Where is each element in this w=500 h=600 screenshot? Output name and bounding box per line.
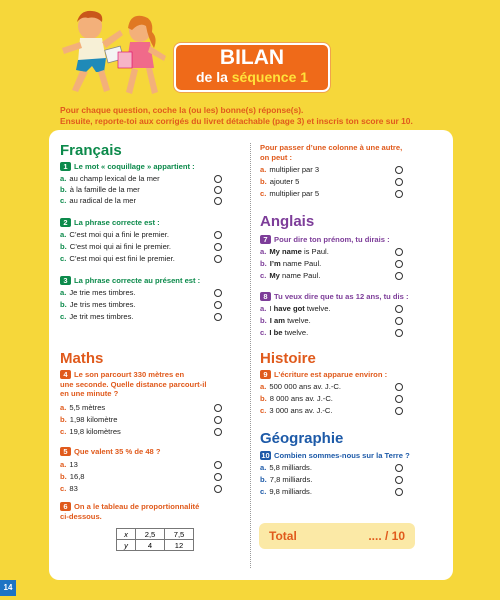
question-8-number: 8 (260, 292, 271, 301)
q4-checkbox-b[interactable] (214, 416, 222, 424)
q5-checkbox-b[interactable] (214, 473, 222, 481)
question-3-number: 3 (60, 276, 71, 285)
q2-checkbox-a[interactable] (214, 231, 222, 239)
question-9-number: 9 (260, 370, 271, 379)
running-kids-illustration (60, 8, 170, 100)
question-3 (60, 276, 200, 286)
column-divider (250, 143, 251, 568)
question-2-number: 2 (60, 218, 71, 227)
option-text: 5,5 mètres (69, 403, 106, 412)
heading-histoire: Histoire (260, 350, 316, 367)
option-letter: c. (60, 312, 67, 321)
question-6-number: 6 (60, 502, 71, 511)
q8-option-a (260, 304, 331, 313)
question-1-number: 1 (60, 162, 71, 171)
q2-option-a (60, 230, 169, 239)
question-7-number: 7 (260, 235, 271, 244)
question-5 (60, 447, 161, 457)
instruction-line2: Ensuite, reporte-toi aux corrigés du livret détachable (page 3) et inscris ton score sur 10. (60, 116, 413, 126)
option-text: is Paul. (301, 247, 329, 256)
question-10 (260, 451, 410, 461)
q10-option-a (260, 463, 312, 472)
option-text: 13 (69, 460, 78, 469)
question-10-number: 10 (261, 451, 270, 460)
q8-option-c (260, 328, 308, 337)
option-text: 5,8 milliards. (269, 463, 312, 472)
option-text: au radical de la mer (69, 196, 137, 205)
option-letter: b. (260, 259, 267, 268)
table-row (117, 540, 194, 551)
option-letter: b. (60, 415, 67, 424)
table-cell: y (117, 540, 136, 551)
q6-option-a (260, 165, 319, 174)
option-text: 83 (69, 484, 78, 493)
option-letter: c. (260, 328, 267, 337)
question-3-text: La phrase correcte au présent est : (74, 276, 201, 285)
q10-checkbox-b[interactable] (395, 476, 403, 484)
option-text: 7,8 milliards. (269, 475, 313, 484)
total-score-field[interactable]: .... / 10 (368, 529, 405, 543)
table-cell: x (117, 529, 136, 540)
q10-option-c (260, 487, 312, 496)
option-letter: a. (60, 174, 67, 183)
q6-checkbox-c[interactable] (395, 190, 403, 198)
option-letter: c. (60, 196, 67, 205)
option-letter: b. (260, 177, 267, 186)
q3-option-c (60, 312, 133, 321)
q3-checkbox-c[interactable] (214, 313, 222, 321)
q2-option-b (60, 242, 171, 251)
title-line2 (176, 69, 328, 85)
q7-option-b (260, 259, 321, 268)
option-letter: b. (60, 185, 67, 194)
q3-option-b (60, 300, 136, 309)
option-letter: c. (60, 427, 67, 436)
option-bold: I be (269, 328, 283, 337)
q2-checkbox-b[interactable] (214, 243, 222, 251)
option-letter: a. (60, 460, 67, 469)
question-8 (260, 292, 408, 302)
question-6 (60, 502, 242, 521)
page-number: 14 (0, 580, 16, 596)
option-letter: b. (60, 472, 67, 481)
q1-checkbox-a[interactable] (214, 175, 222, 183)
q2-option-c (60, 254, 175, 263)
q3-checkbox-a[interactable] (214, 289, 222, 297)
q6-option-b (260, 177, 299, 186)
option-text: 8 000 ans av. J.-C. (269, 394, 333, 403)
question-6-continued (260, 143, 446, 162)
q7-checkbox-b[interactable] (395, 260, 403, 268)
q4-option-b (60, 415, 117, 424)
question-9-text: L’écriture est apparue environ : (274, 370, 388, 379)
option-text: twelve. (304, 304, 331, 313)
q5-option-b (60, 472, 85, 481)
q3-checkbox-b[interactable] (214, 301, 222, 309)
title-highlight: séquence 1 (231, 69, 309, 85)
q9-option-a (260, 382, 341, 391)
q5-option-a (60, 460, 78, 469)
q8-checkbox-b[interactable] (395, 317, 403, 325)
total-label: Total (269, 529, 297, 543)
q4-checkbox-a[interactable] (214, 404, 222, 412)
question-4 (60, 370, 242, 399)
q8-option-b (260, 316, 311, 325)
option-text: Je trit mes timbres. (69, 312, 134, 321)
q10-checkbox-a[interactable] (395, 464, 403, 472)
q1-checkbox-b[interactable] (214, 186, 222, 194)
option-text: 9,8 milliards. (269, 487, 312, 496)
q9-checkbox-a[interactable] (395, 383, 403, 391)
q4-option-c (60, 427, 121, 436)
option-text: twelve. (282, 328, 309, 337)
question-4-text-l2: une seconde. Quelle distance parcourt-il (60, 379, 207, 389)
total-score-box (259, 523, 415, 549)
option-text: Je trie mes timbres. (69, 288, 136, 297)
q3-option-a (60, 288, 136, 297)
q7-checkbox-c[interactable] (395, 272, 403, 280)
q10-checkbox-c[interactable] (395, 488, 403, 496)
option-letter: a. (60, 230, 67, 239)
option-letter: c. (60, 484, 67, 493)
option-letter: b. (60, 300, 67, 309)
q6-cont-text-l2: on peut : (260, 152, 293, 162)
question-6-text-l2: ci-dessous. (60, 511, 102, 521)
option-letter: b. (260, 394, 267, 403)
option-bold: My (269, 271, 280, 280)
option-text: au champ lexical de la mer (69, 174, 160, 183)
option-letter: a. (60, 403, 67, 412)
option-letter: c. (260, 189, 267, 198)
q7-option-c (260, 271, 320, 280)
option-text: 500 000 ans av. J.-C. (269, 382, 341, 391)
q6-option-c (260, 189, 319, 198)
question-4-number: 4 (60, 370, 71, 379)
q2-checkbox-c[interactable] (214, 255, 222, 263)
question-5-text: Que valent 35 % de 48 ? (74, 447, 161, 456)
q5-option-c (60, 484, 78, 493)
option-text: Je tris mes timbres. (69, 300, 136, 309)
table-cell: 4 (136, 540, 165, 551)
instruction-line1: Pour chaque question, coche la (ou les) bonne(s) réponse(s). (60, 105, 304, 115)
option-letter: c. (260, 406, 267, 415)
option-text: 1,98 kilomètre (69, 415, 118, 424)
q6-checkbox-a[interactable] (395, 166, 403, 174)
question-9 (260, 370, 387, 380)
instructions (60, 105, 460, 127)
title-banner (174, 43, 330, 92)
option-text: 16,8 (69, 472, 85, 481)
option-text: ajouter 5 (269, 177, 300, 186)
q8-checkbox-c[interactable] (395, 329, 403, 337)
q9-checkbox-b[interactable] (395, 395, 403, 403)
question-7-text: Pour dire ton prénom, tu dirais : (274, 235, 390, 244)
question-2-text: La phrase correcte est : (74, 218, 160, 227)
option-text: C’est moi qui est fini le premier. (69, 254, 175, 263)
question-4-text-l3: en une minute ? (60, 389, 119, 398)
q5-checkbox-c[interactable] (214, 485, 222, 493)
q7-checkbox-a[interactable] (395, 248, 403, 256)
option-letter: c. (260, 271, 267, 280)
option-text: C’est moi qui ai fini le premier. (69, 242, 172, 251)
option-letter: a. (260, 304, 267, 313)
option-letter: a. (260, 165, 267, 174)
question-1 (60, 162, 195, 172)
option-letter: c. (60, 254, 67, 263)
option-text: name Paul. (279, 271, 321, 280)
option-letter: b. (260, 316, 267, 325)
option-letter: a. (60, 288, 67, 297)
heading-francais: Français (60, 142, 122, 159)
question-1-text: Le mot « coquillage » appartient : (74, 162, 195, 171)
q4-checkbox-c[interactable] (214, 428, 222, 436)
question-8-text: Tu veux dire que tu as 12 ans, tu dis : (274, 292, 409, 301)
option-text: name Paul. (280, 259, 322, 268)
q1-option-b (60, 185, 140, 194)
heading-maths: Maths (60, 350, 104, 367)
option-letter: a. (260, 247, 267, 256)
option-pre: I (269, 304, 274, 313)
heading-anglais: Anglais (260, 213, 315, 230)
q1-checkbox-c[interactable] (214, 197, 222, 205)
table-cell: 7,5 (165, 529, 194, 540)
q8-checkbox-a[interactable] (395, 305, 403, 313)
option-text: multiplier par 3 (269, 165, 320, 174)
option-text: 3 000 ans av. J.-C. (269, 406, 333, 415)
table-row (117, 529, 194, 540)
question-6-text-l1: On a le tableau de proportionnalité (74, 502, 200, 511)
option-text: C’est moi qui a fini le premier. (69, 230, 169, 239)
option-bold: I’m (269, 259, 281, 268)
q7-option-a (260, 247, 329, 256)
option-bold: My name (269, 247, 302, 256)
proportionality-table (116, 528, 194, 551)
heading-geographie: Géographie (260, 430, 344, 447)
q5-checkbox-a[interactable] (214, 461, 222, 469)
q9-option-c (260, 406, 333, 415)
option-text: à la famille de la mer (69, 185, 140, 194)
q10-option-b (260, 475, 312, 484)
question-2 (60, 218, 160, 228)
question-7 (260, 235, 390, 245)
option-bold: have got (273, 304, 305, 313)
option-letter: c. (260, 487, 267, 496)
q6-checkbox-b[interactable] (395, 178, 403, 186)
table-cell: 2,5 (136, 529, 165, 540)
option-text: twelve. (284, 316, 311, 325)
option-letter: a. (260, 382, 267, 391)
option-bold: I am (269, 316, 285, 325)
option-letter: b. (60, 242, 67, 251)
table-cell: 12 (165, 540, 194, 551)
q6-cont-text-l1: Pour passer d’une colonne à une autre, (260, 143, 403, 152)
q1-option-a (60, 174, 160, 183)
question-10-text: Combien sommes-nous sur la Terre ? (274, 451, 410, 460)
title-prefix: de la (195, 69, 228, 85)
q1-option-c (60, 196, 136, 205)
question-5-number: 5 (60, 447, 71, 456)
question-4-text-l1: Le son parcourt 330 mètres en (74, 370, 185, 379)
option-letter: b. (260, 475, 267, 484)
title-line1: BILAN (219, 46, 285, 69)
q9-checkbox-c[interactable] (395, 407, 403, 415)
q4-option-a (60, 403, 105, 412)
q9-option-b (260, 394, 333, 403)
option-letter: a. (260, 463, 267, 472)
option-text: 19,8 kilomètres (69, 427, 121, 436)
option-text: multiplier par 5 (269, 189, 320, 198)
